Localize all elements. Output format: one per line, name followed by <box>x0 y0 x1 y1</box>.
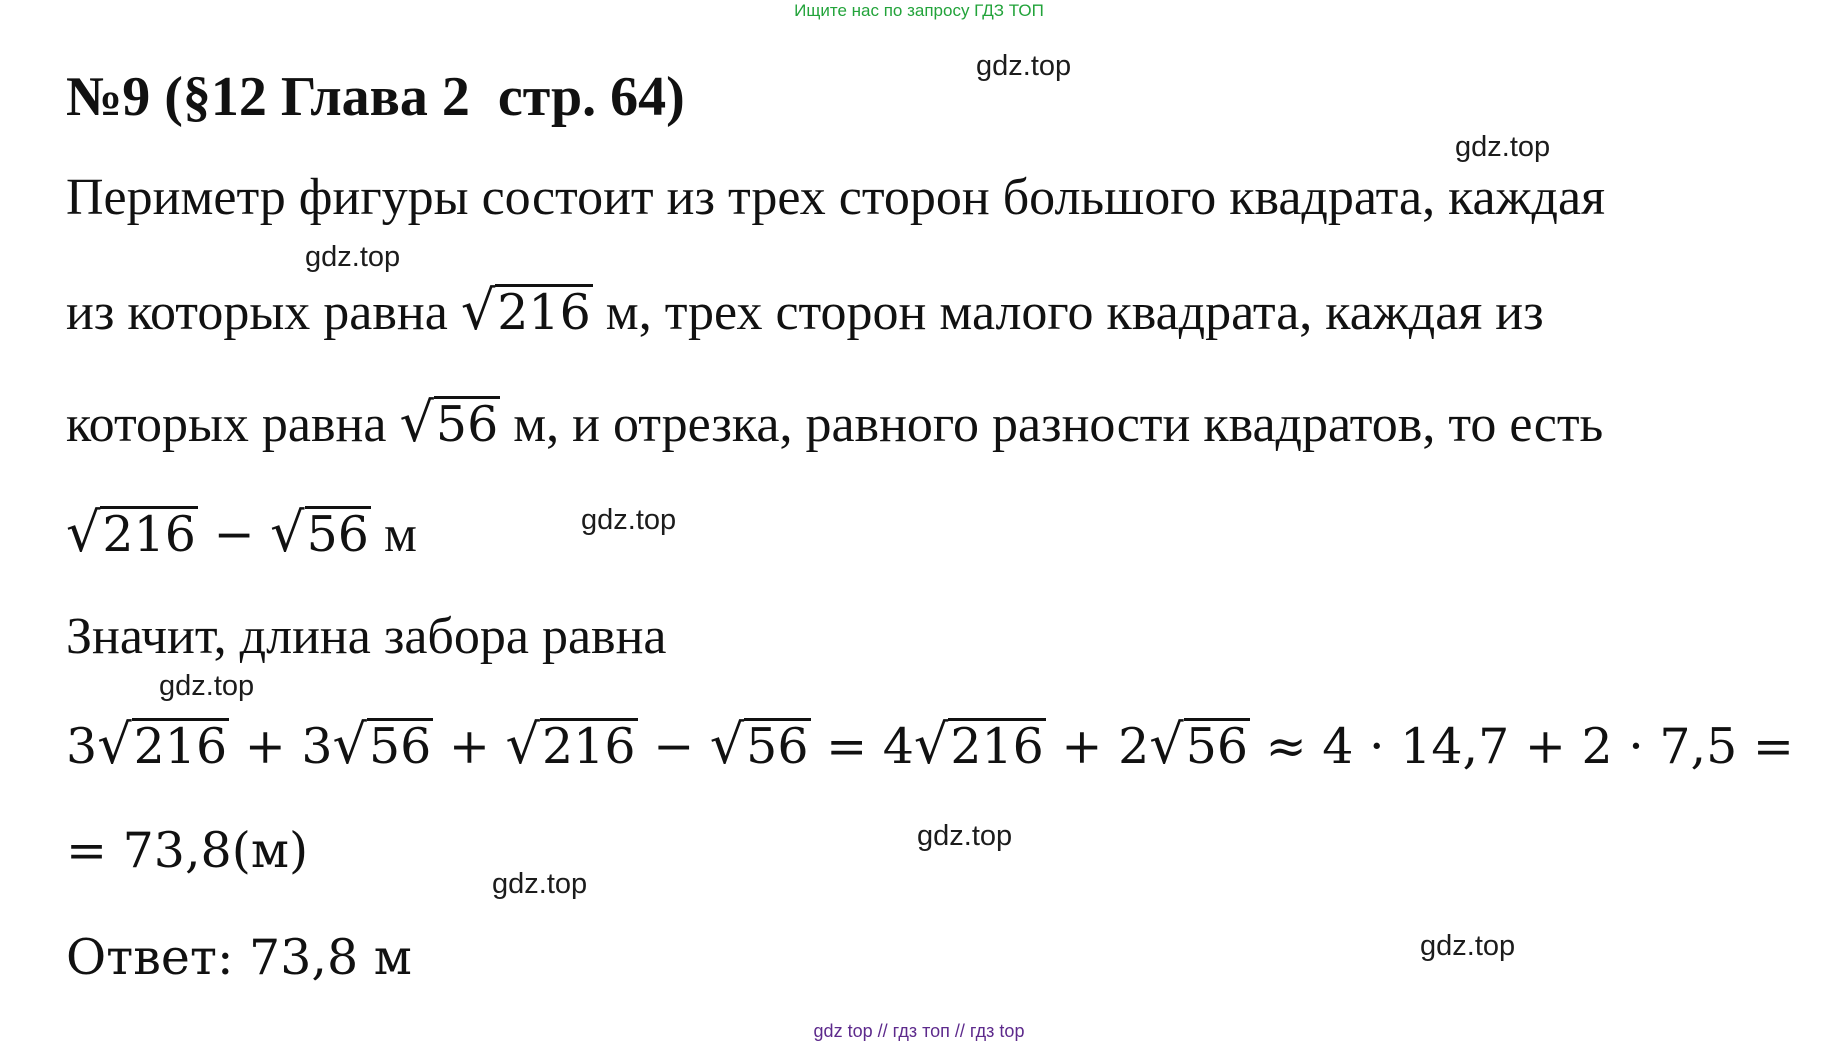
minus-sign: − <box>637 718 710 775</box>
sqrt-56 <box>1149 712 1250 780</box>
coefficient: 3 <box>66 718 98 775</box>
radicand: 216 <box>950 718 1044 775</box>
radical-sign-icon: √ <box>913 713 949 776</box>
radicand: 216 <box>497 284 591 341</box>
radical-sign-icon: √ <box>399 391 434 454</box>
radical-sign-icon: √ <box>66 501 101 564</box>
sqrt-216 <box>506 712 638 780</box>
solution-line-4 <box>66 500 417 568</box>
solution-text: Периметр фигуры состоит из трех сторон большого квадрата, каждая <box>66 169 1606 226</box>
watermark: gdz.top <box>305 241 401 273</box>
radical-sign-icon: √ <box>1149 713 1184 776</box>
sqrt-216 <box>66 500 198 568</box>
sqrt-216 <box>914 712 1046 780</box>
radicand: 216 <box>541 718 636 775</box>
result: = 73,8(м) <box>66 822 309 879</box>
watermark: gdz.top <box>976 50 1072 82</box>
watermark: gdz.top <box>1420 930 1516 962</box>
solution-text: м, и отрезка, равного разности квадратов, то есть <box>500 396 1604 453</box>
radical-sign-icon: √ <box>270 501 305 564</box>
sqrt-216 <box>97 712 229 780</box>
watermark: gdz.top <box>1455 131 1551 163</box>
radicand: 56 <box>368 718 432 775</box>
sqrt-56 <box>710 712 811 780</box>
radicand: 56 <box>1185 718 1249 775</box>
sqrt-216 <box>461 278 593 346</box>
radicand: 56 <box>435 396 499 453</box>
watermark: gdz.top <box>492 868 588 900</box>
fence-length-intro <box>66 604 667 670</box>
radicand: 56 <box>746 718 809 775</box>
radical-sign-icon: √ <box>505 713 540 776</box>
radical-sign-icon: √ <box>460 279 496 342</box>
fence-length-result <box>66 818 308 884</box>
solution-line-2 <box>66 278 1544 346</box>
radicand: 216 <box>133 718 228 775</box>
coefficient: 4 <box>882 718 914 775</box>
radical-sign-icon: √ <box>709 713 745 776</box>
sqrt-56 <box>333 712 434 780</box>
equals-sign: = <box>810 718 883 775</box>
answer-text: Ответ: 73,8 м <box>66 929 412 986</box>
solution-text: Значит, длина забора равна <box>66 608 667 665</box>
solution-text: которых равна <box>66 396 400 453</box>
watermark: gdz.top <box>917 820 1013 852</box>
solution-line-1 <box>66 165 1605 231</box>
approximation: 4 · 14,7 + 2 · 7,5 = <box>1322 718 1794 775</box>
solution-line-3 <box>66 390 1603 458</box>
plus-sign: + <box>1045 718 1119 775</box>
problem-heading: №9 (§12 Глава 2 стр. 64) <box>66 66 685 128</box>
solution-text: м <box>370 506 417 563</box>
plus-sign: + <box>433 718 506 775</box>
plus-sign: + <box>229 718 302 775</box>
watermark: gdz.top <box>159 670 255 702</box>
fence-length-equation <box>66 712 1794 780</box>
solution-text: из которых равна <box>66 284 461 341</box>
radical-sign-icon: √ <box>97 713 132 776</box>
search-banner[interactable]: Ищите нас по запросу ГДЗ ТОП <box>794 1 1044 20</box>
radicand: 56 <box>306 506 369 563</box>
footer-links[interactable]: gdz top // гдз топ // гдз top <box>813 1021 1025 1041</box>
solution-text: м, трех сторон малого квадрата, каждая из <box>592 284 1544 341</box>
minus-sign: − <box>197 506 271 563</box>
coefficient: 2 <box>1118 718 1150 775</box>
sqrt-56 <box>399 390 500 458</box>
approx-sign: ≈ <box>1250 718 1323 775</box>
radicand: 216 <box>102 506 196 563</box>
sqrt-56 <box>270 500 371 568</box>
watermark: gdz.top <box>581 504 677 536</box>
coefficient: 3 <box>301 718 333 775</box>
answer <box>66 925 412 991</box>
radical-sign-icon: √ <box>332 713 367 776</box>
